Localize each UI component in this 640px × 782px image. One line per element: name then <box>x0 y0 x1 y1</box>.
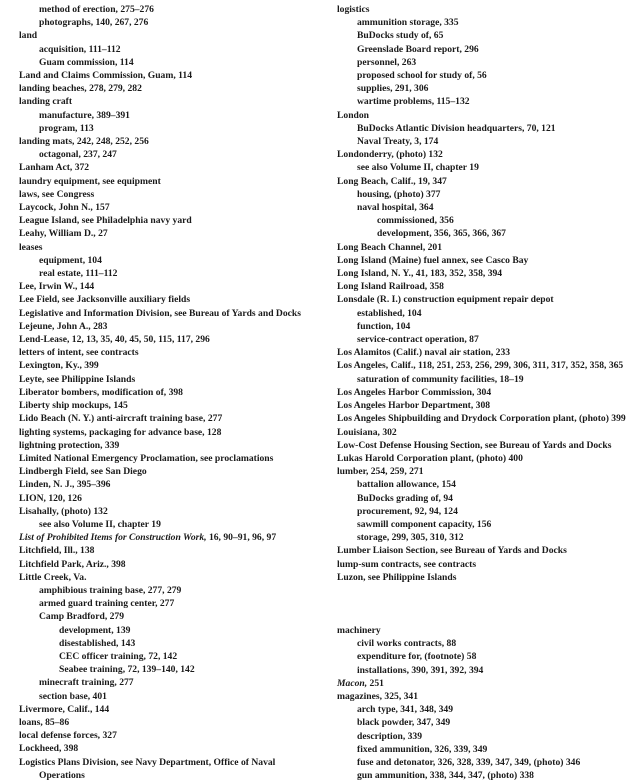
index-entry: naval hospital, 364 <box>357 202 434 214</box>
index-entry: Luzon, see Philippine Islands <box>337 571 457 583</box>
index-entry: equipment, 104 <box>39 254 102 266</box>
index-entry: Lejeune, John A., 283 <box>19 320 108 332</box>
index-entry: gun ammunition, 338, 344, 347, (photo) 338 <box>357 770 534 782</box>
index-entry: photographs, 140, 267, 276 <box>39 17 149 29</box>
index-entry: section base, 401 <box>39 690 107 702</box>
index-entry: sawmill component capacity, 156 <box>357 518 492 530</box>
index-entry: Liberator bombers, modification of, 398 <box>19 386 183 398</box>
index-entry: Livermore, Calif., 144 <box>19 703 110 715</box>
index-entry: saturation of community facilities, 18–19 <box>357 373 524 385</box>
index-entry-title: Macon, <box>337 677 368 689</box>
index-entry: landing mats, 242, 248, 252, 256 <box>19 136 149 148</box>
index-entry-pages: 251 <box>367 677 384 689</box>
index-entry: real estate, 111–112 <box>39 268 118 280</box>
index-entry: BuDocks Atlantic Division headquarters, 70, 121 <box>357 122 556 134</box>
index-entry: Long Beach Channel, 201 <box>337 241 443 253</box>
index-entry: Los Angeles, Calif., 118, 251, 253, 256, 299, 306, 311, 317, 352, 358, 365 <box>337 360 624 372</box>
index-entry <box>19 531 315 544</box>
index-entry: local defense forces, 327 <box>19 730 117 742</box>
index-entry: see also Volume II, chapter 19 <box>39 518 161 530</box>
index-entry: laundry equipment, see equipment <box>19 175 161 187</box>
index-entry: amphibious training base, 277, 279 <box>39 584 182 596</box>
index-entry: letters of intent, see contracts <box>19 347 139 359</box>
index-entry: Laycock, John N., 157 <box>19 202 110 214</box>
index-entry: Lexington, Ky., 399 <box>19 360 99 372</box>
index-entry: Guam commission, 114 <box>39 56 134 68</box>
index-entry: arch type, 341, 348, 349 <box>357 704 454 716</box>
index-entry: Lindbergh Field, see San Diego <box>19 466 147 478</box>
index-entry: machinery <box>337 624 381 636</box>
index-entry: expenditure for, (footnote) 58 <box>357 651 477 663</box>
index-entry: Lanham Act, 372 <box>19 162 90 174</box>
index-entry: Camp Bradford, 279 <box>39 611 125 623</box>
index-entry: Litchfield Park, Ariz., 398 <box>19 558 126 570</box>
index-entry: established, 104 <box>357 307 422 319</box>
index-entry: description, 339 <box>357 730 423 742</box>
index-entry <box>337 677 633 690</box>
index-entry: lightning protection, 339 <box>19 439 120 451</box>
index-entry: lighting systems, packaging for advance base, 128 <box>19 426 222 438</box>
index-entry: magazines, 325, 341 <box>337 690 419 702</box>
index-entry: Los Angeles Harbor Commission, 304 <box>337 386 492 398</box>
index-entry: Louisiana, 302 <box>337 426 397 438</box>
index-entry: method of erection, 275–276 <box>39 4 154 15</box>
index-entry: storage, 299, 305, 310, 312 <box>357 532 464 544</box>
index-entry: Lukas Harold Corporation plant, (photo) 400 <box>337 452 523 464</box>
index-entry: Legislative and Information Division, see Bureau of Yards and Docks <box>19 307 301 319</box>
index-entry: Leahy, William D., 27 <box>19 228 108 240</box>
index-entry: landing beaches, 278, 279, 282 <box>19 83 142 95</box>
index-entry: civil works contracts, 88 <box>357 638 457 650</box>
index-entry: Lend-Lease, 12, 13, 35, 40, 45, 50, 115, 117, 296 <box>19 334 210 346</box>
index-entry: function, 104 <box>357 320 411 332</box>
index-column-left <box>19 3 315 781</box>
index-entry: acquisition, 111–112 <box>39 43 121 55</box>
index-entry: Long Island, N. Y., 41, 183, 352, 358, 394 <box>337 268 503 280</box>
index-entry: Linden, N. J., 395–396 <box>19 479 111 491</box>
index-entry: League Island, see Philadelphia navy yard <box>19 215 192 227</box>
index-entry: LION, 120, 126 <box>19 492 82 504</box>
index-entry: Long Island (Maine) fuel annex, see Casco Bay <box>337 254 529 266</box>
index-entry-title: List of Prohibited Items for Construction Work, <box>19 532 207 544</box>
index-entry: Los Angeles Shipbuilding and Drydock Corporation plant, (photo) 399 <box>337 413 626 425</box>
index-entry: laws, see Congress <box>19 188 95 200</box>
index-entry-pages: 16, 90–91, 96, 97 <box>206 532 277 544</box>
index-entry: octagonal, 237, 247 <box>39 149 117 161</box>
index-entry: Long Island Railroad, 358 <box>337 281 444 293</box>
index-entry: fuse and detonator, 326, 328, 339, 347, 349, (photo) 346 <box>357 756 581 768</box>
index-entry: BuDocks study of, 65 <box>357 30 444 42</box>
index-entry: wartime problems, 115–132 <box>357 96 470 108</box>
index-entry: Naval Treaty, 3, 174 <box>357 136 439 148</box>
index-entry: Londonderry, (photo) 132 <box>337 149 443 161</box>
index-entry: program, 113 <box>39 122 94 134</box>
index-entry: Leyte, see Philippine Islands <box>19 373 136 385</box>
index-entry: personnel, 263 <box>357 56 417 68</box>
index-entry: black powder, 347, 349 <box>357 717 451 729</box>
index-entry: development, 139 <box>59 624 131 636</box>
index-entry: fixed ammunition, 326, 339, 349 <box>357 743 488 755</box>
index-entry: land <box>19 30 38 42</box>
index-entry: Lee Field, see Jacksonville auxiliary fields <box>19 294 191 306</box>
index-entry: Land and Claims Commission, Guam, 114 <box>19 70 192 82</box>
index-entry: Greenslade Board report, 296 <box>357 43 479 55</box>
index-entry: development, 356, 365, 366, 367 <box>377 228 506 240</box>
index-entry: commissioned, 356 <box>377 215 454 227</box>
index-entry: Logistics Plans Division, see Navy Department, Office of Naval Operations <box>19 756 276 781</box>
index-entry: Lumber Liaison Section, see Bureau of Yards and Docks <box>337 545 567 557</box>
index-entry: Limited National Emergency Proclamation, see proclamations <box>19 452 274 464</box>
index-entry: Litchfield, Ill., 138 <box>19 545 95 557</box>
index-entry: lump-sum contracts, see contracts <box>337 558 477 570</box>
index-entry: see also Volume II, chapter 19 <box>357 162 479 174</box>
index-entry: lumber, 254, 259, 271 <box>337 466 424 478</box>
index-entry: leases <box>19 241 43 253</box>
index-entry: supplies, 291, 306 <box>357 83 429 95</box>
index-entry: housing, (photo) 377 <box>357 188 441 200</box>
index-entry: CEC officer training, 72, 142 <box>59 650 178 662</box>
index-entry: Lonsdale (R. I.) construction equipment repair depot <box>337 294 554 306</box>
index-column-right <box>337 3 633 782</box>
index-entry: Lockheed, 398 <box>19 743 79 755</box>
index-entry: BuDocks grading of, 94 <box>357 492 453 504</box>
index-entry: service-contract operation, 87 <box>357 334 479 346</box>
index-entry: armed guard training center, 277 <box>39 598 175 610</box>
index-entry: Seabee training, 72, 139–140, 142 <box>59 664 195 676</box>
index-entry: Los Alamitos (Calif.) naval air station, 233 <box>337 347 511 359</box>
index-entry: procurement, 92, 94, 124 <box>357 505 458 517</box>
index-entry: proposed school for study of, 56 <box>357 70 487 82</box>
index-entry: logistics <box>337 4 370 15</box>
index-entry: manufacture, 389–391 <box>39 109 130 121</box>
index-entry: Little Creek, Va. <box>19 571 87 583</box>
index-entry: Long Beach, Calif., 19, 347 <box>337 175 447 187</box>
index-entry: minecraft training, 277 <box>39 677 134 689</box>
index-entry: ammunition storage, 335 <box>357 17 459 29</box>
index-entry: installations, 390, 391, 392, 394 <box>357 664 484 676</box>
index-entry: battalion allowance, 154 <box>357 479 456 491</box>
index-entry: loans, 85–86 <box>19 716 70 728</box>
index-entry: Los Angeles Harbor Department, 308 <box>337 400 491 412</box>
index-entry: Liberty ship mockups, 145 <box>19 400 128 412</box>
index-entry: landing craft <box>19 96 73 108</box>
index-entry: London <box>337 109 369 121</box>
index-entry: Lisahally, (photo) 132 <box>19 505 108 517</box>
index-entry: Lido Beach (N. Y.) anti-aircraft training base, 277 <box>19 413 223 425</box>
index-entry: Lee, Irwin W., 144 <box>19 281 95 293</box>
index-entry: disestablished, 143 <box>59 637 136 649</box>
index-entry: Low-Cost Defense Housing Section, see Bureau of Yards and Docks <box>337 439 612 451</box>
